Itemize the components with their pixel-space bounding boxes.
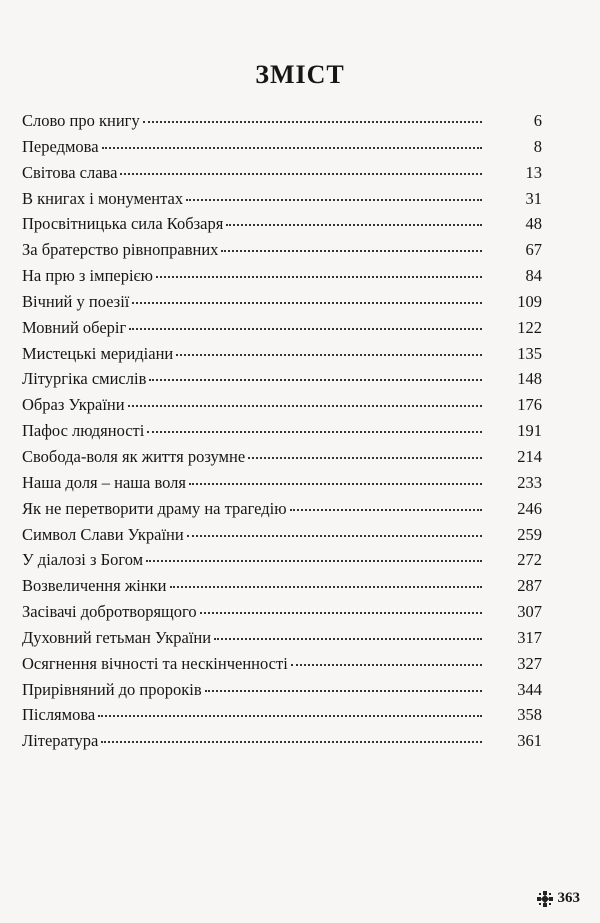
toc-entry bbox=[22, 573, 542, 599]
toc-leader-dots bbox=[120, 172, 482, 175]
toc-leader-dots bbox=[147, 430, 482, 433]
toc-leader-dots bbox=[170, 585, 482, 588]
toc-entry bbox=[22, 211, 542, 237]
toc-leader-dots bbox=[146, 559, 482, 562]
toc-entry-page: 358 bbox=[517, 705, 542, 725]
toc-entry-page: 135 bbox=[517, 343, 542, 363]
toc-entry-title: На прю з імперією bbox=[22, 266, 153, 286]
toc-entry bbox=[22, 108, 542, 134]
toc-entry bbox=[22, 547, 542, 573]
toc-entry-title: В книгах і монументах bbox=[22, 188, 184, 208]
toc-leader-dots bbox=[129, 327, 482, 330]
toc-entry-title: Осягнення вічності та нескінченності bbox=[22, 653, 288, 673]
toc-entry bbox=[22, 470, 542, 496]
toc-entry bbox=[22, 728, 542, 754]
page-title: ЗМІСТ bbox=[255, 60, 345, 89]
toc-leader-dots bbox=[143, 120, 482, 123]
toc-entry bbox=[22, 444, 542, 470]
toc-entry-title: Наша доля – наша воля bbox=[22, 472, 186, 492]
toc-entry bbox=[22, 289, 542, 315]
toc-entry-title: Засівачі добротворящого bbox=[22, 602, 197, 622]
toc-leader-dots bbox=[102, 146, 482, 149]
toc-entry bbox=[22, 651, 542, 677]
toc-entry-title: Просвітницька сила Кобзаря bbox=[22, 214, 224, 234]
toc-entry-page: 67 bbox=[525, 240, 542, 260]
toc-entry-page: 246 bbox=[517, 498, 542, 518]
toc-entry-title: Передмова bbox=[22, 136, 99, 156]
toc-leader-dots bbox=[149, 378, 482, 381]
toc-leader-dots bbox=[221, 249, 482, 252]
toc-leader-dots bbox=[291, 663, 482, 666]
toc-entry-title: Література bbox=[22, 731, 99, 751]
toc-entry-title: Світова слава bbox=[22, 162, 118, 182]
toc-entry-page: 344 bbox=[517, 679, 542, 699]
toc-entry-page: 307 bbox=[517, 602, 542, 622]
toc-leader-dots bbox=[128, 404, 482, 407]
toc-entry-page: 214 bbox=[517, 446, 542, 466]
toc-leader-dots bbox=[226, 223, 482, 226]
toc-entry bbox=[22, 625, 542, 651]
toc-entry bbox=[22, 599, 542, 625]
table-of-contents bbox=[22, 108, 542, 754]
page-number: 363 bbox=[557, 890, 580, 906]
toc-entry-page: 233 bbox=[517, 472, 542, 492]
toc-entry-title: Післямова bbox=[22, 705, 96, 725]
ornament-icon bbox=[537, 891, 553, 907]
toc-leader-dots bbox=[200, 611, 482, 614]
toc-entry-page: 287 bbox=[517, 576, 542, 596]
toc-entry-title: Свобода-воля як життя розумне bbox=[22, 446, 246, 466]
toc-entry-title: Вічний у поезії bbox=[22, 291, 130, 311]
toc-entry-title: Мовний оберіг bbox=[22, 317, 127, 337]
toc-leader-dots bbox=[186, 198, 482, 201]
toc-entry bbox=[22, 186, 542, 212]
toc-leader-dots bbox=[98, 714, 482, 717]
toc-entry-title: Як не перетворити драму на трагедію bbox=[22, 498, 287, 518]
toc-entry bbox=[22, 341, 542, 367]
toc-entry-title: Пафос людяності bbox=[22, 421, 145, 441]
toc-leader-dots bbox=[187, 534, 482, 537]
toc-leader-dots bbox=[156, 275, 482, 278]
toc-entry bbox=[22, 392, 542, 418]
toc-entry-page: 48 bbox=[525, 214, 542, 234]
toc-entry-page: 13 bbox=[525, 162, 542, 182]
toc-entry bbox=[22, 315, 542, 341]
page-footer bbox=[537, 890, 581, 907]
toc-entry-page: 327 bbox=[517, 653, 542, 673]
toc-entry-page: 8 bbox=[533, 136, 542, 156]
toc-entry-title: Возвеличення жінки bbox=[22, 576, 167, 596]
toc-entry-title: У діалозі з Богом bbox=[22, 550, 144, 570]
toc-leader-dots bbox=[248, 456, 482, 459]
toc-entry-page: 148 bbox=[517, 369, 542, 389]
toc-leader-dots bbox=[101, 740, 482, 743]
toc-entry bbox=[22, 496, 542, 522]
toc-entry-page: 84 bbox=[525, 266, 542, 286]
toc-entry-page: 176 bbox=[517, 395, 542, 415]
toc-entry-page: 31 bbox=[525, 188, 542, 208]
toc-entry-title: Мистецькі меридіани bbox=[22, 343, 174, 363]
toc-entry-title: Прирівняний до пророків bbox=[22, 679, 202, 699]
toc-entry-title: Духовний гетьман України bbox=[22, 627, 212, 647]
toc-entry-page: 109 bbox=[517, 291, 542, 311]
toc-entry bbox=[22, 366, 542, 392]
toc-entry-page: 272 bbox=[517, 550, 542, 570]
toc-leader-dots bbox=[189, 482, 482, 485]
toc-entry-page: 259 bbox=[517, 524, 542, 544]
toc-entry bbox=[22, 263, 542, 289]
toc-entry-page: 361 bbox=[517, 731, 542, 751]
toc-entry-title: За братерство рівноправних bbox=[22, 240, 219, 260]
toc-entry-title: Слово про книгу bbox=[22, 111, 140, 130]
toc-entry-title: Символ Слави України bbox=[22, 524, 184, 544]
toc-entry-page: 122 bbox=[517, 317, 542, 337]
toc-leader-dots bbox=[205, 689, 482, 692]
toc-leader-dots bbox=[176, 353, 482, 356]
toc-entry bbox=[22, 134, 542, 160]
toc-entry bbox=[22, 418, 542, 444]
toc-leader-dots bbox=[214, 637, 482, 640]
toc-entry bbox=[22, 160, 542, 186]
toc-entry-page: 6 bbox=[533, 111, 542, 130]
toc-entry bbox=[22, 522, 542, 548]
toc-entry bbox=[22, 237, 542, 263]
toc-entry bbox=[22, 677, 542, 703]
toc-entry bbox=[22, 702, 542, 728]
toc-entry-title: Образ України bbox=[22, 395, 125, 415]
toc-leader-dots bbox=[132, 301, 482, 304]
toc-entry-page: 317 bbox=[517, 627, 542, 647]
toc-entry-title: Літургіка смислів bbox=[22, 369, 147, 389]
toc-leader-dots bbox=[290, 508, 482, 511]
toc-entry-page: 191 bbox=[517, 421, 542, 441]
